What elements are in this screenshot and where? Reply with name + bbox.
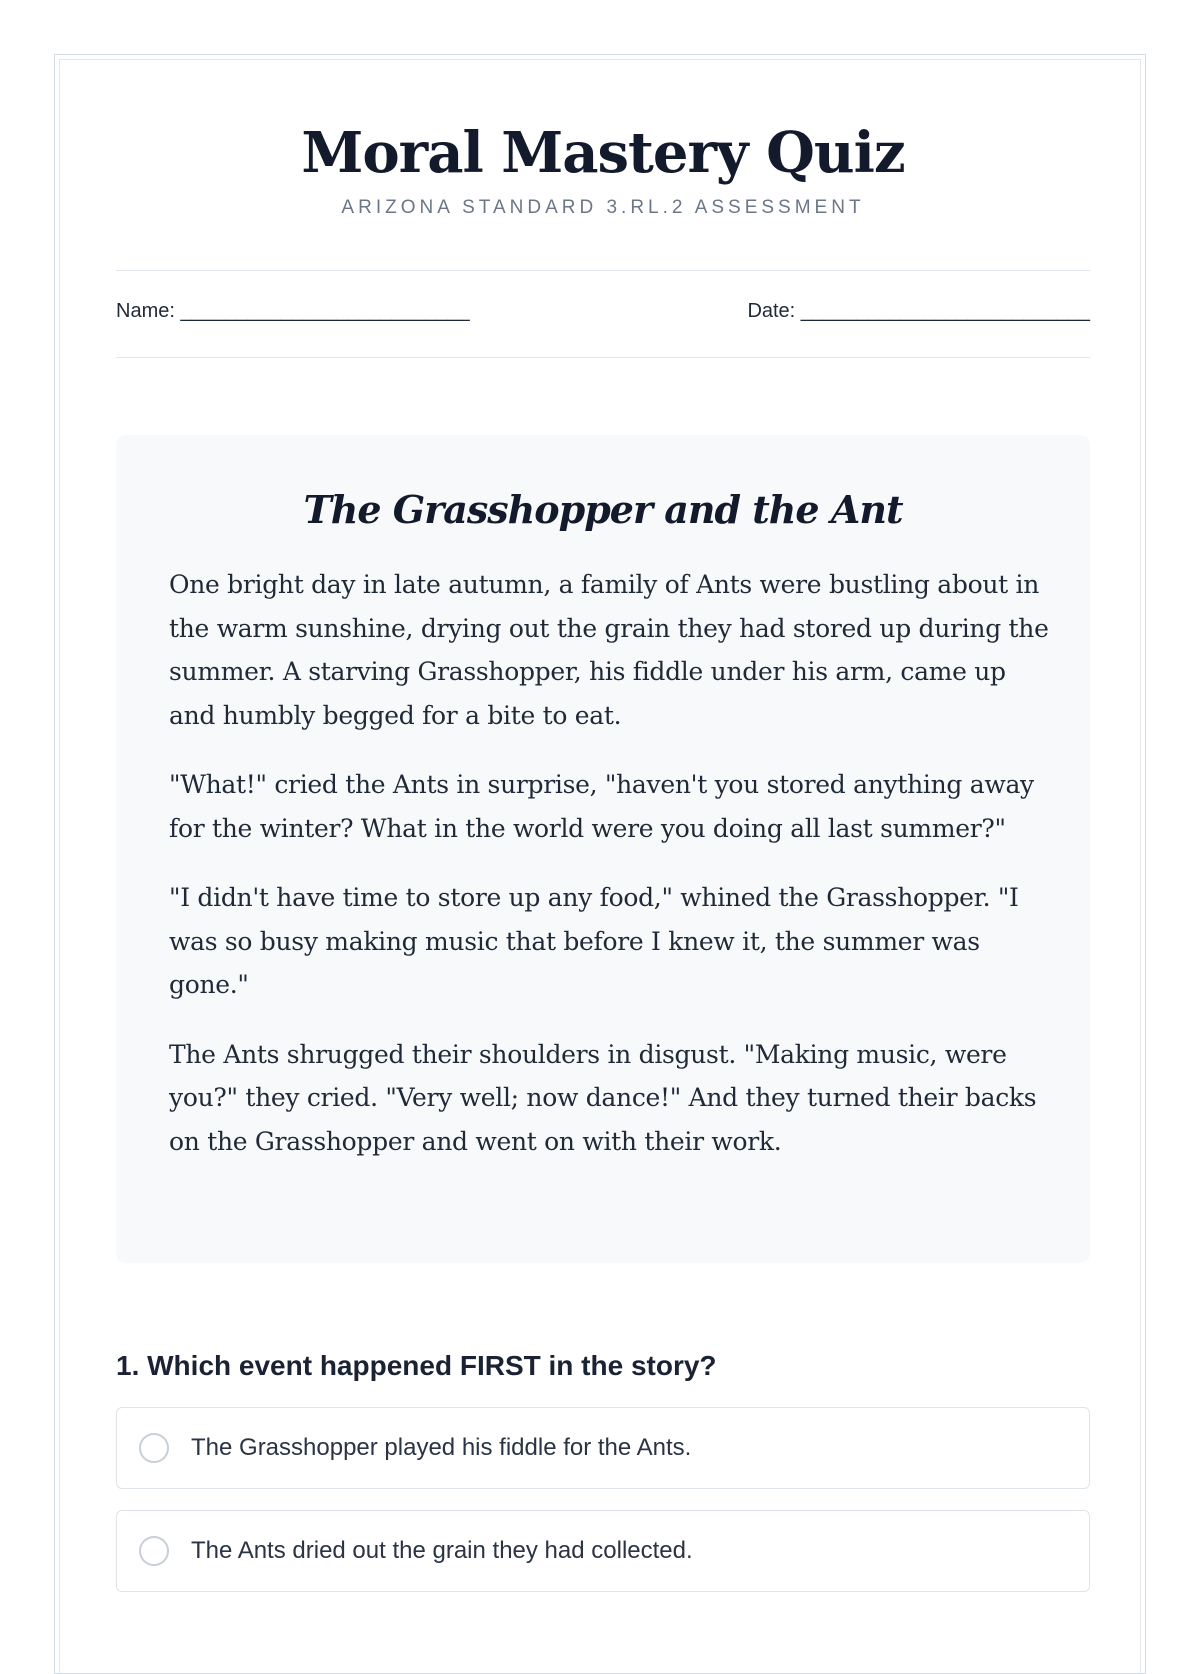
quiz-page	[54, 54, 1146, 1674]
story-paragraph: One bright day in late autumn, a family of Ants were bustling about in the warm sunshine, drying out the grain they had stored up during the summer. A starving Grasshopper, his fiddle under his arm, came up and humbly begged for a bite to eat.	[169, 570, 1049, 730]
option-label: The Ants dried out the grain they had collected.	[191, 1537, 693, 1564]
story-passage	[116, 435, 1090, 1263]
student-info-row	[116, 300, 1090, 330]
radio-button[interactable]	[139, 1433, 169, 1463]
page-title: Moral Mastery Quiz	[301, 120, 905, 186]
question-1-option-b[interactable]	[116, 1510, 1090, 1592]
story-paragraph: The Ants shrugged their shoulders in disgust. "Making music, were you?" they cried. "Very well; now dance!" And they turned their backs on the Grasshopper and went on with their work.	[169, 1039, 1037, 1156]
question-1-option-a[interactable]	[116, 1407, 1090, 1489]
story-text	[169, 563, 1049, 1189]
name-field[interactable]: Name: __________________________	[116, 300, 470, 322]
story-paragraph: "What!" cried the Ants in surprise, "haven't you stored anything away for the winter? What in the world were you doing all last summer?"	[169, 770, 1034, 843]
option-label: The Grasshopper played his fiddle for the Ants.	[191, 1434, 692, 1461]
bottom-divider	[116, 357, 1090, 358]
page-subtitle: ARIZONA STANDARD 3.RL.2 ASSESSMENT	[341, 197, 865, 218]
story-title: The Grasshopper and the Ant	[303, 487, 903, 532]
radio-button[interactable]	[139, 1536, 169, 1566]
story-paragraph: "I didn't have time to store up any food," whined the Grasshopper. "I was so busy making music that before I knew it, the summer was gone."	[169, 883, 1019, 999]
top-divider	[116, 270, 1090, 271]
question-1-prompt: 1. Which event happened FIRST in the story?	[116, 1350, 717, 1381]
date-field[interactable]: Date: __________________________	[747, 300, 1090, 322]
page-inner-border	[59, 59, 1141, 1673]
